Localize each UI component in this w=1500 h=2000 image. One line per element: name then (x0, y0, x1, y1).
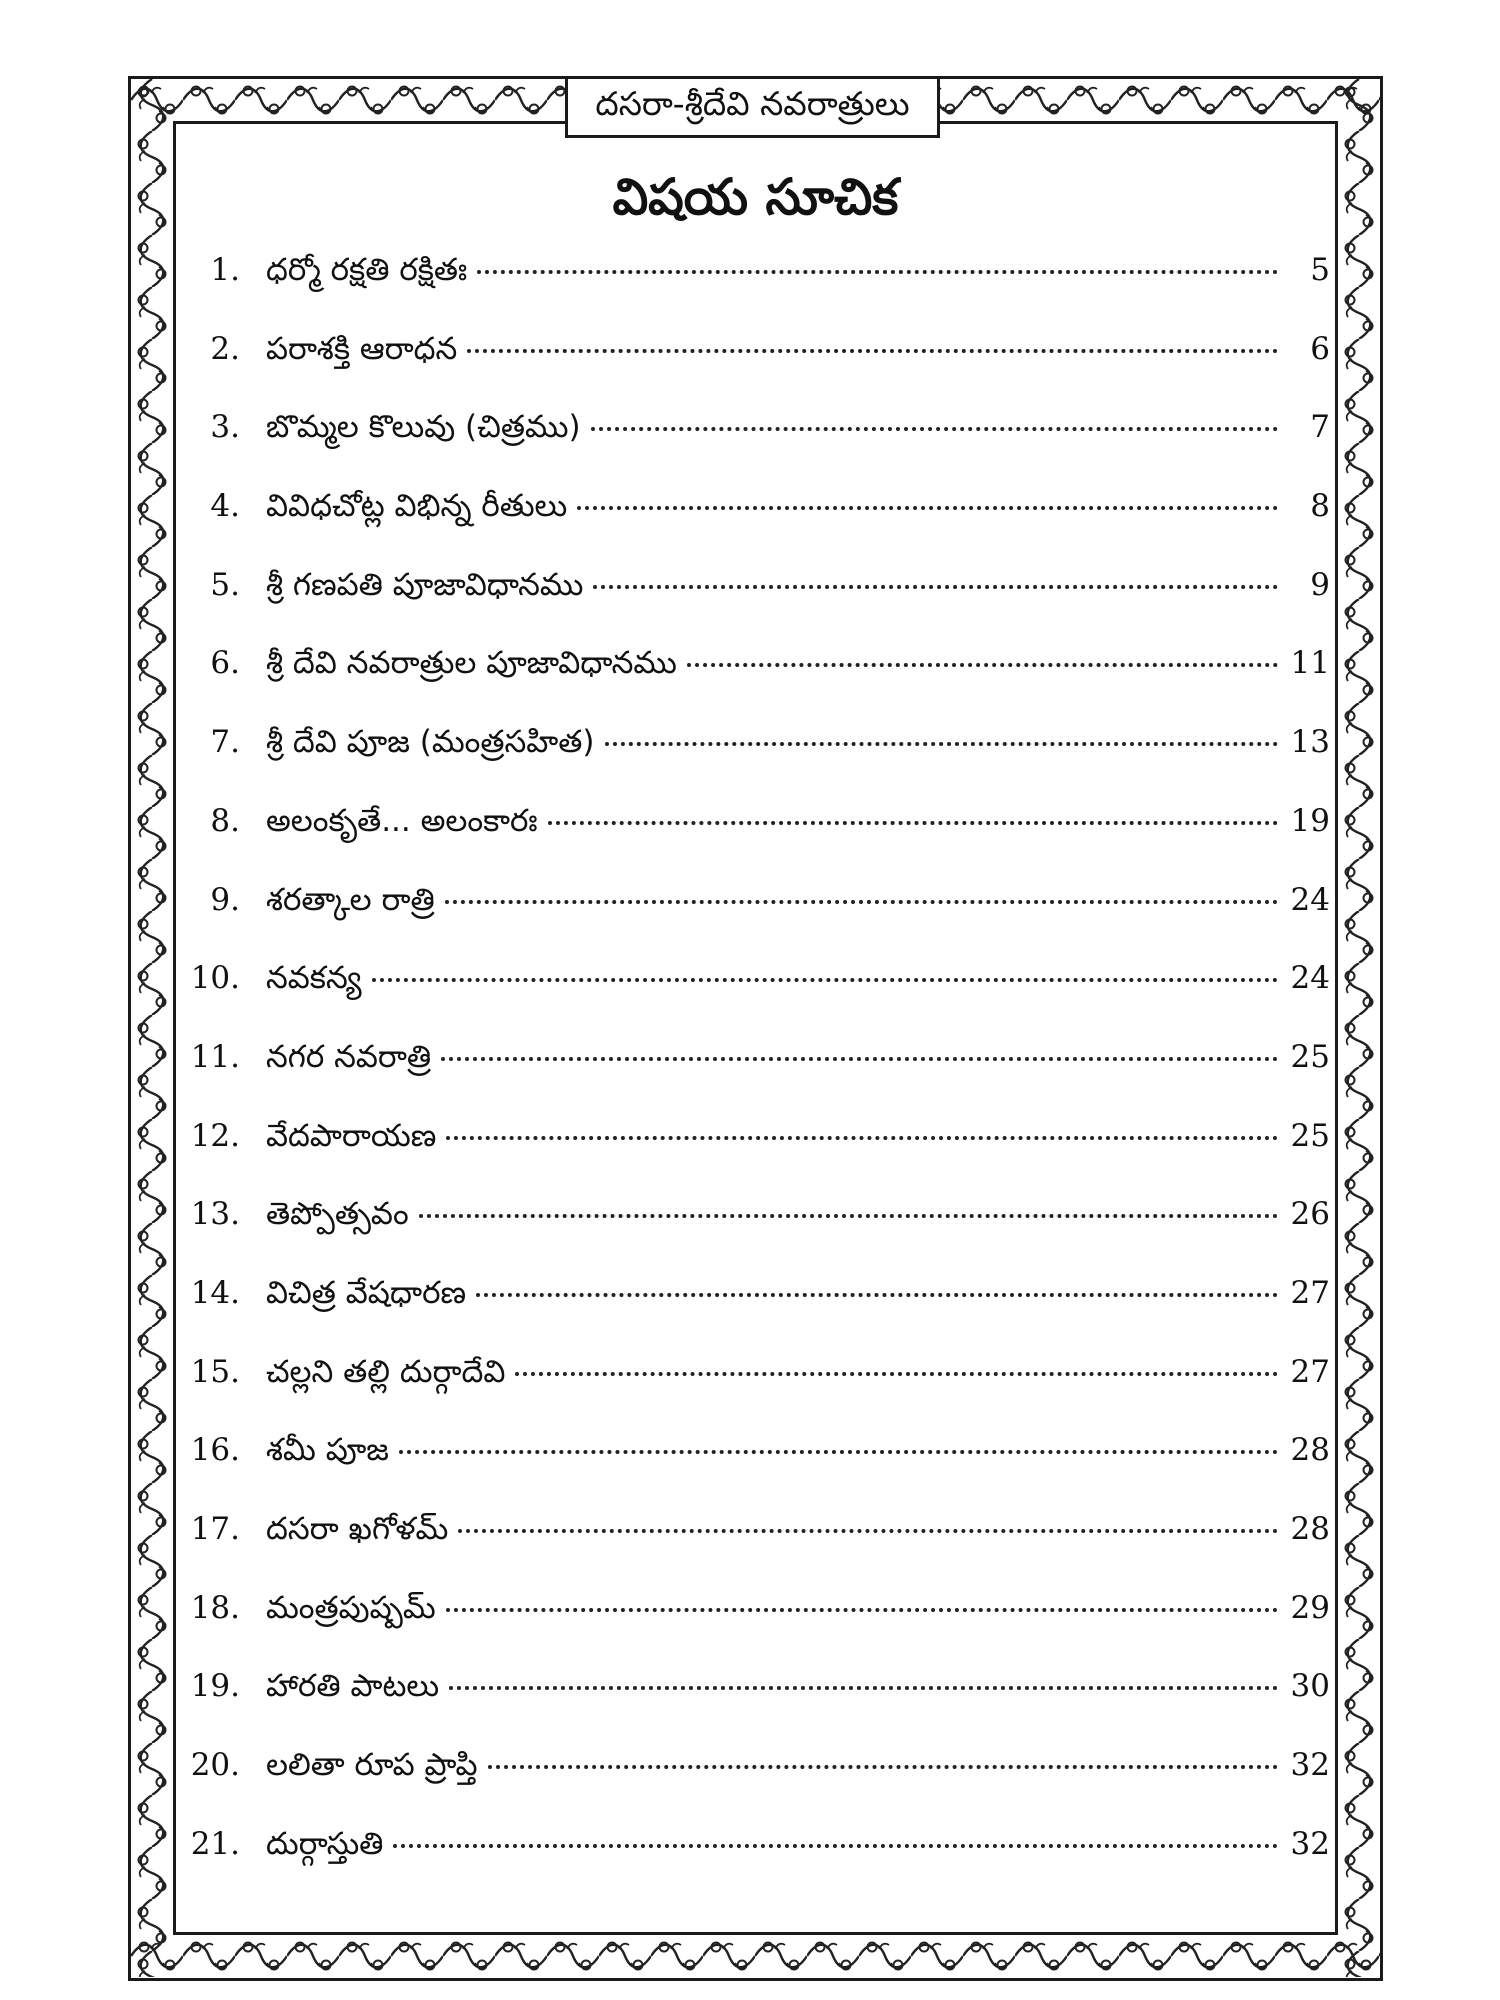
running-header-title: దసరా-శ్రీదేవి నవరాత్రులు (595, 83, 910, 123)
toc-entry-title: శ్రీ దేవి పూజ (మంత్రసహిత) (266, 724, 595, 761)
toc-entry-page-number: 9 (1310, 566, 1330, 603)
toc-entry-title: శరత్కాల రాత్రి (266, 881, 435, 918)
toc-dot-leader (467, 349, 1278, 353)
toc-entry-title: శమీ పూజ (266, 1432, 389, 1469)
toc-entry-number: 11. (190, 1038, 240, 1075)
toc-dot-leader (441, 1057, 1278, 1061)
toc-entry-page-number: 29 (1290, 1589, 1330, 1626)
toc-dot-leader (445, 900, 1278, 904)
toc-entry-title: బొమ్మల కొలువు (చిత్రము) (266, 409, 581, 446)
toc-entry-title: నగర నవరాత్రి (266, 1038, 432, 1075)
toc-dot-leader (399, 1450, 1278, 1454)
toc-entry-page-number: 28 (1290, 1511, 1330, 1547)
toc-entry-title: పరాశక్తి ఆరాధన (266, 330, 458, 367)
running-header (565, 76, 940, 138)
toc-entry-number: 6. (210, 645, 240, 682)
toc-entry (180, 1511, 1330, 1590)
ornamental-border-left (131, 79, 173, 1977)
toc-dot-leader (458, 1529, 1278, 1533)
toc-entry (180, 1118, 1330, 1197)
toc-entry-page-number: 27 (1290, 1274, 1330, 1311)
toc-dot-leader (548, 821, 1278, 825)
toc-entry-number: 17. (190, 1511, 240, 1547)
toc-entry-number: 19. (190, 1668, 240, 1705)
toc-entry-page-number: 25 (1290, 1117, 1330, 1154)
toc-dot-leader (605, 742, 1278, 746)
toc-entry (180, 252, 1330, 331)
toc-entry-title: మంత్రపుష్పమ్ (266, 1589, 436, 1626)
toc-entry (180, 1590, 1330, 1669)
toc-entry-number: 15. (190, 1353, 240, 1390)
toc-entry (180, 567, 1330, 646)
table-of-contents (180, 252, 1330, 1904)
toc-entry-number: 12. (190, 1117, 240, 1154)
toc-dot-leader (477, 270, 1278, 274)
toc-dot-leader (372, 978, 1278, 982)
toc-dot-leader (446, 1136, 1278, 1140)
toc-entry (180, 1354, 1330, 1433)
toc-entry-page-number: 32 (1290, 1825, 1330, 1862)
toc-entry-number: 3. (210, 409, 240, 446)
page-title: విషయ సూచిక (612, 168, 899, 226)
toc-entry-number: 8. (210, 802, 240, 839)
toc-entry-page-number: 27 (1290, 1353, 1330, 1390)
toc-entry-title: చల్లని తల్లి దుర్గాదేవి (266, 1353, 506, 1390)
toc-entry-page-number: 28 (1290, 1432, 1330, 1469)
toc-entry-page-number: 19 (1290, 802, 1330, 839)
ornamental-border-right (1338, 79, 1380, 1977)
toc-entry-number: 13. (190, 1196, 240, 1233)
toc-entry-title: శ్రీ గణపతి పూజావిధానము (266, 566, 584, 603)
toc-entry-page-number: 5 (1310, 252, 1330, 288)
toc-dot-leader (577, 506, 1278, 510)
toc-entry-number: 21. (190, 1825, 240, 1862)
toc-entry-page-number: 24 (1290, 960, 1330, 997)
toc-entry (180, 409, 1330, 488)
toc-entry (180, 724, 1330, 803)
toc-entry (180, 488, 1330, 567)
toc-entry-number: 2. (210, 330, 240, 367)
toc-entry-page-number: 7 (1310, 409, 1330, 446)
toc-entry-number: 5. (210, 566, 240, 603)
toc-entry-page-number: 6 (1310, 330, 1330, 367)
toc-entry-title: వివిధచోట్ల విభిన్న రీతులు (266, 488, 568, 525)
toc-entry-title: దుర్గాస్తుతి (266, 1825, 384, 1862)
toc-entry (180, 331, 1330, 410)
toc-entry (180, 1275, 1330, 1354)
toc-entry-number: 9. (210, 881, 240, 918)
toc-dot-leader (446, 1608, 1278, 1612)
toc-dot-leader (593, 585, 1278, 589)
toc-entry (180, 803, 1330, 882)
toc-entry-page-number: 30 (1290, 1668, 1330, 1705)
toc-entry (180, 1039, 1330, 1118)
toc-entry-page-number: 32 (1290, 1747, 1330, 1784)
toc-entry-number: 7. (210, 724, 240, 761)
toc-entry-title: శ్రీ దేవి నవరాత్రుల పూజావిధానము (266, 645, 677, 682)
toc-dot-leader (488, 1765, 1278, 1769)
toc-entry-number: 20. (190, 1747, 240, 1784)
toc-entry-page-number: 8 (1310, 488, 1330, 525)
toc-dot-leader (476, 1293, 1278, 1297)
toc-entry-page-number: 26 (1290, 1196, 1330, 1233)
toc-entry-title: ధర్మో రక్షతి రక్షితః (266, 252, 468, 288)
toc-entry-page-number: 11 (1290, 645, 1330, 682)
toc-entry (180, 1196, 1330, 1275)
toc-entry (180, 1747, 1330, 1826)
ornamental-border-bottom (131, 1935, 1380, 1977)
toc-entry-title: హారతి పాటలు (266, 1668, 440, 1705)
toc-entry-title: లలితా రూప ప్రాప్తి (266, 1747, 478, 1784)
toc-entry-page-number: 13 (1290, 724, 1330, 761)
toc-dot-leader (687, 663, 1278, 667)
toc-entry-page-number: 24 (1290, 881, 1330, 918)
toc-entry (180, 1826, 1330, 1905)
toc-entry-page-number: 25 (1290, 1038, 1330, 1075)
toc-entry (180, 960, 1330, 1039)
toc-dot-leader (591, 427, 1278, 431)
toc-entry-number: 1. (210, 252, 240, 288)
toc-entry-title: అలంకృతే... అలంకారః (266, 802, 538, 839)
toc-entry-title: నవకన్య (266, 960, 362, 997)
toc-entry-number: 14. (190, 1274, 240, 1311)
toc-entry-number: 4. (210, 488, 240, 525)
toc-dot-leader (515, 1372, 1278, 1376)
toc-entry-title: తెప్పోత్సవం (266, 1196, 409, 1233)
toc-entry-number: 16. (190, 1432, 240, 1469)
toc-entry (180, 1668, 1330, 1747)
toc-entry-number: 10. (190, 960, 240, 997)
toc-dot-leader (393, 1844, 1278, 1848)
toc-entry (180, 645, 1330, 724)
toc-entry (180, 1432, 1330, 1511)
toc-dot-leader (449, 1686, 1278, 1690)
toc-entry-title: దసరా ఖగోళమ్ (266, 1511, 449, 1547)
toc-entry-title: విచిత్ర వేషధారణ (266, 1274, 467, 1311)
toc-dot-leader (419, 1214, 1278, 1218)
toc-entry (180, 882, 1330, 961)
toc-entry-number: 18. (190, 1589, 240, 1626)
toc-entry-title: వేదపారాయణ (266, 1117, 437, 1154)
